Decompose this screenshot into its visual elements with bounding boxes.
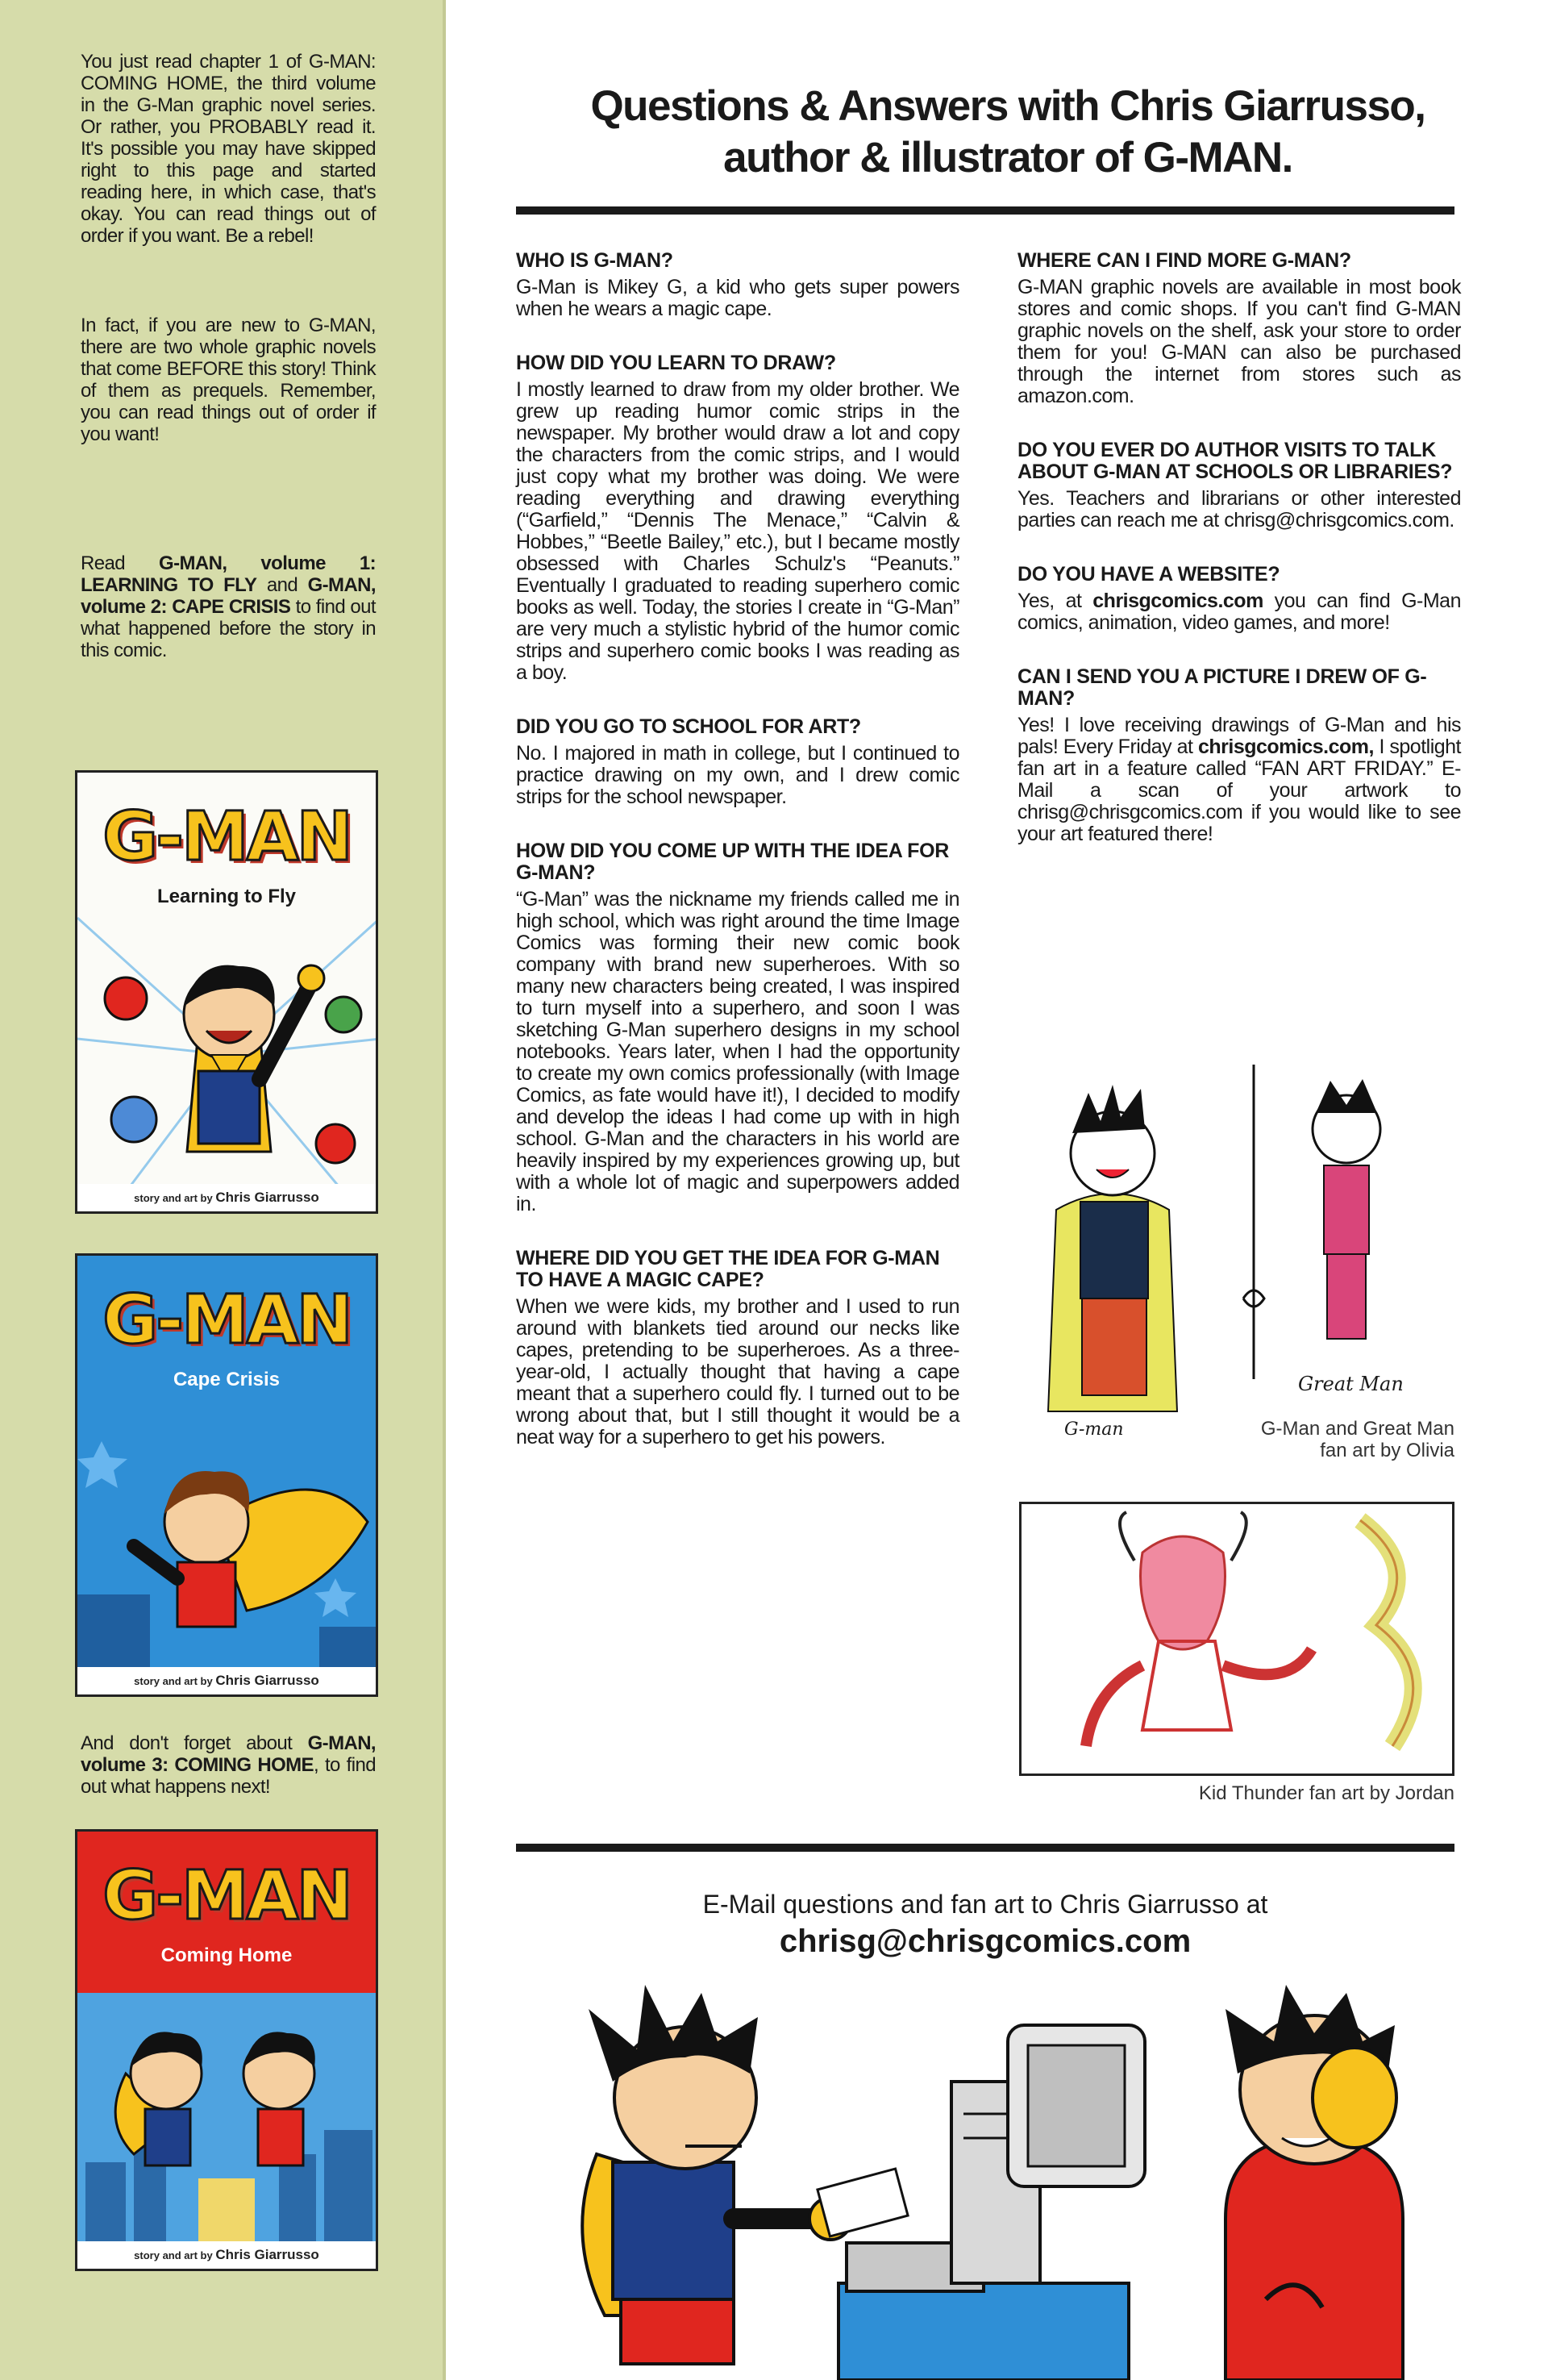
cover-credit: story and art by Chris Giarrusso [77, 1184, 376, 1211]
question-heading: CAN I SEND YOU A PICTURE I DREW OF G-MAN? [1017, 665, 1427, 710]
question-heading: DID YOU GO TO SCHOOL FOR ART? [516, 715, 861, 738]
qa-left-column [516, 250, 959, 1481]
book2-title: G-MAN, volume 2: CAPE CRISIS [81, 574, 376, 618]
footer-rule [516, 1844, 1454, 1852]
cover-learning-to-fly[interactable] [75, 770, 378, 1214]
cover-logo: G-MAN [102, 1280, 351, 1359]
cover-cape-crisis[interactable] [75, 1253, 378, 1697]
question-heading: WHERE DID YOU GET THE IDEA FOR G-MAN TO HAVE A MAGIC CAPE? [516, 1247, 940, 1291]
qa-right-column [1017, 250, 1461, 877]
cover-credit: story and art by Chris Giarrusso [77, 1667, 376, 1694]
answer-text: I mostly learned to draw from my older brother. We grew up reading humor comic strips in the newspaper. My brother would draw a lot and copy the characters from the comic strips, and I would just copy what my brother was doing. We were reading everything and drawing everything (“Garfield,” “Dennis The Menace,” “Calvin & Hobbes,” “Beetle Bailey,” etc.), but I became mostly obsessed with Charles Schulz's “Peanuts.” Eventually I graduated to reading superhero comic books as well. Today, the stories I create in “G-Man” are very much a stylistic hybrid of the humor comic strips and superhero comic books I was reading as a boy. [516, 378, 959, 684]
sidebar-prequels: In fact, if you are new to G-MAN, there are two whole graphic novels that come BEFORE this story! Think of them as prequels. Remember, you can read things out of order if you want! [81, 315, 376, 445]
answer-text: Yes. Teachers and librarians or other interested parties can reach me at chrisg@chrisgcomics.com. [1017, 487, 1461, 531]
fanart-caption-2: Kid Thunder fan art by Jordan [1198, 1782, 1454, 1804]
sidebar-next-book: And don't forget about G-MAN, volume 3: COMING HOME, to find out what happens next! [81, 1732, 376, 1798]
cover-credit: story and art by Chris Giarrusso [77, 2241, 376, 2269]
answer-text: No. I majored in math in college, but I continued to practice drawing on my own, and I drew comic strips for the school newspaper. [516, 742, 959, 808]
question-heading: DO YOU HAVE A WEBSITE? [1017, 563, 1280, 586]
footer-contact-text: E-Mail questions and fan art to Chris Giarrusso at [702, 1890, 1268, 1919]
question-heading: HOW DID YOU COME UP WITH THE IDEA FOR G-MAN? [516, 840, 950, 884]
website-link[interactable]: chrisgcomics.com [1092, 590, 1263, 612]
footer-illustration [500, 1977, 1467, 2380]
book1-title: G-MAN, volume 1: LEARNING TO FLY [81, 552, 376, 596]
question-heading: WHERE CAN I FIND MORE G-MAN? [1017, 249, 1351, 272]
footer-email-link[interactable]: chrisg@chrisgcomics.com [779, 1924, 1192, 1959]
sidebar-intro: You just read chapter 1 of G-MAN: COMING HOME, the third volume in the G-Man graphic novel series. Or rather, you PROBABLY read it. It's possible you may have skipped right to this page and started reading here, in which case, that's okay. You can read things out of order if you want. Be a rebel! [81, 51, 376, 247]
answer-text: Yes, at chrisgcomics.com you can find G-Man comics, animation, video games, and more! [1017, 590, 1461, 634]
cover-subtitle: Coming Home [77, 1944, 376, 1967]
fanart-label-gman: G-man [1064, 1419, 1124, 1440]
question-heading: WHO IS G-MAN? [516, 249, 673, 272]
answer-text: G-Man is Mikey G, a kid who gets super powers when he wears a magic cape. [516, 276, 959, 320]
book3-title: G-MAN, volume 3: COMING HOME [81, 1732, 376, 1776]
sidebar-read-books: Read G-MAN, volume 1: LEARNING TO FLY and G-MAN, volume 2: CAPE CRISIS to find out what happened before the story in this comic. [81, 552, 376, 661]
answer-text: “G-Man” was the nickname my friends called me in high school, which was right around the time Image Comics was forming their new comic book company with brand new superheroes. With so many new characters being created, I was inspired to turn myself into a superhero, and soon I was sketching G-Man superhero designs in my school notebooks. Years later, when I had the opportunity to create my own comics professionally (with Image Comics, as fate would have it!), I decided to modify and develop the ideas I had come up with in high school. G-Man and the characters in his world are heavily inspired by my experiences growing up, but with a whole lot of magic and superpowers added in. [516, 888, 959, 1215]
fanart-drawing-2 [1022, 1504, 1452, 1774]
cover-subtitle: Learning to Fly [156, 886, 296, 907]
answer-text: When we were kids, my brother and I used to run around with blankets tied around our necks like capes, pretending to be superheroes. As a three-year-old, I actually thought that having a cape meant that a superhero could fly. I turned out to be wrong about that, but I still thought it would be a neat way for a superhero to get his powers. [516, 1295, 959, 1448]
fanart-drawing-1 [1024, 1057, 1455, 1464]
question-heading: HOW DID YOU LEARN TO DRAW? [516, 352, 836, 374]
fanart-label-greatman: Great Man [1298, 1373, 1404, 1395]
answer-text: G-MAN graphic novels are available in most book stores and comic shops. If you can't find G-MAN graphic novels on the shelf, ask your store to order them for you! G-MAN can also be purchased through the internet from stores such as amazon.com. [1017, 276, 1461, 407]
fanart-gman-greatman [1024, 1057, 1455, 1464]
fanart-caption-1: G-Man and Great Man fan art by Olivia [1260, 1418, 1454, 1461]
fanart-kid-thunder [1019, 1502, 1454, 1776]
page-title: Questions & Answers with Chris Giarrusso, author & illustrator of G-MAN. [590, 82, 1425, 181]
cover-logo: G-MAN [102, 797, 351, 876]
title-rule [516, 206, 1454, 215]
website-link[interactable]: chrisgcomics.com, [1197, 736, 1374, 758]
cover-coming-home[interactable] [75, 1829, 378, 2271]
answer-text: Yes! I love receiving drawings of G-Man and his pals! Every Friday at chrisgcomics.com, I spotlight fan art in a feature called “FAN ART FRIDAY.” E-Mail a scan of your artwork to chrisg@chrisgcomics.com if you would like to see your art featured there! [1017, 714, 1462, 845]
question-heading: DO YOU EVER DO AUTHOR VISITS TO TALK ABOUT G-MAN AT SCHOOLS OR LIBRARIES? [1017, 439, 1453, 483]
cover-subtitle: Cape Crisis [173, 1369, 281, 1390]
sidebar-divider [443, 0, 446, 2380]
cover-logo: G-MAN [102, 1856, 351, 1935]
